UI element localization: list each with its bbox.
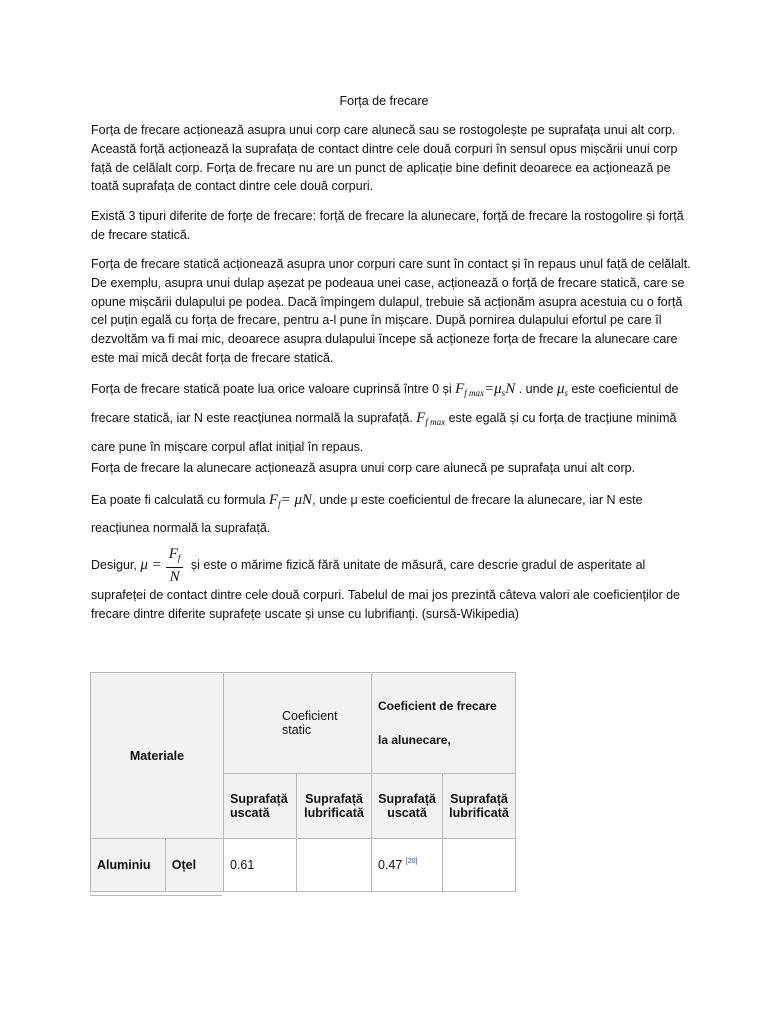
- friction-coefficients-table: [90, 672, 516, 892]
- kinetic-lubricated-value: [443, 839, 516, 892]
- text: unde μ este coeficientul de frecare la alunecare, iar N este reacțiunea normală la suprafață.: [91, 493, 643, 535]
- subheader-static-dry: Suprafață uscată: [224, 774, 297, 839]
- static-lubricated-value: [297, 839, 372, 892]
- header-kinetic-line1: Coeficient de frecare: [378, 699, 497, 713]
- text: Ea poate fi calculată cu formula: [91, 493, 266, 507]
- paragraph-static-friction: Forța de frecare statică acționează asupra unor corpuri care sunt în contact și în repaus unul față de celălalt. De exemplu, asupra unui dulap așezat pe podeaua unei case, acționează o forță de frecare statică, care se opune mișcării dulapului pe podea. Dacă împingem dulapul, trebuie să acționăm asupra acestuia cu o forță cel puțin egală cu forța de frecare, pentru a-l pune în mișcare. După pornirea dulapului efortul pe care îl dezvoltăm va fi mai mic, deoarece asupra dulapului începe să acționeze forța de frecare la alunecare care este mai mică decât forța de frecare statică.: [91, 257, 691, 365]
- paragraph-kinetic-friction: Forța de frecare la alunecare acționează asupra unui corp care alunecă pe suprafața unui alt corp.: [91, 461, 636, 475]
- header-static: Coeficient static: [224, 673, 372, 774]
- kinetic-dry-value: 0.47 [20]: [372, 839, 443, 892]
- text: Forța de frecare statică poate lua orice valoare cuprinsă între 0 și: [91, 382, 452, 396]
- paragraph-coefficient: [91, 545, 691, 624]
- text: și este o mărime fizică fără unitate de măsură, care descrie gradul de asperitate al suprafeței de contact dintre cele două corpuri. Tabelul de mai jos prezintă câteva valori ale coeficienților de frecare dintre diferite suprafețe uscate și unse cu lubrifianți. (sursă-Wikipedia): [91, 557, 680, 621]
- subheader-kinetic-lubricated: Suprafață lubrificată: [443, 774, 516, 839]
- formula-fmax: $F_{f max}=\mu_sN$: [455, 381, 516, 398]
- document-title: Forța de frecare: [339, 94, 429, 108]
- text: este coeficientul de frecare statică, iar N este reacțiunea normală la suprafață.: [91, 382, 679, 425]
- formula-mu: μ = $\frac{F_f}{N}$: [140, 557, 187, 573]
- symbol-mu-s: $\mu_s$: [556, 381, 568, 398]
- material-1: Aluminiu: [91, 839, 166, 892]
- table-row: [91, 839, 516, 892]
- static-dry-value: 0.61: [224, 839, 297, 892]
- header-kinetic: [372, 673, 516, 774]
- material-2: Oțel: [165, 839, 223, 892]
- subheader-kinetic-dry: Suprafață uscată: [372, 774, 443, 839]
- text: . unde: [518, 382, 554, 396]
- subheader-static-lubricated: Suprafață lubrificată: [297, 774, 372, 839]
- reference-link[interactable]: [20]: [405, 858, 418, 865]
- table-divider: [90, 895, 222, 896]
- paragraph-intro: Forța de frecare acționează asupra unui corp care alunecă sau se rostogolește pe suprafața unui alt corp. Această forță acționează la suprafața de contact dintre cele două corpuri în sensul opus mișcării unui corp față de celălalt corp. Forța de frecare nu are un punct de aplicație bine definit deoarece ea acționează pe toată suprafața de contact dintre cele două corpuri.: [91, 123, 678, 194]
- paragraph-static-formula: [91, 377, 691, 460]
- paragraph-kinetic-formula: [91, 488, 691, 540]
- header-kinetic-line2: la alunecare,: [378, 733, 451, 747]
- paragraph-types: Există 3 tipuri diferite de forțe de frecare: forță de frecare la alunecare, forță de frecare la rostogolire și forță de frecare statică.: [91, 209, 684, 242]
- text: Desigur,: [91, 557, 137, 572]
- text: este egală și cu forța de tracțiune minimă care pune în mișcare corpul aflat inițial în repaus.: [91, 411, 677, 454]
- header-materiale: Materiale: [91, 673, 224, 839]
- formula-fmax-2: $F_{f max}$: [416, 410, 446, 427]
- formula-ff: $F_f= \mu N$,: [268, 492, 316, 509]
